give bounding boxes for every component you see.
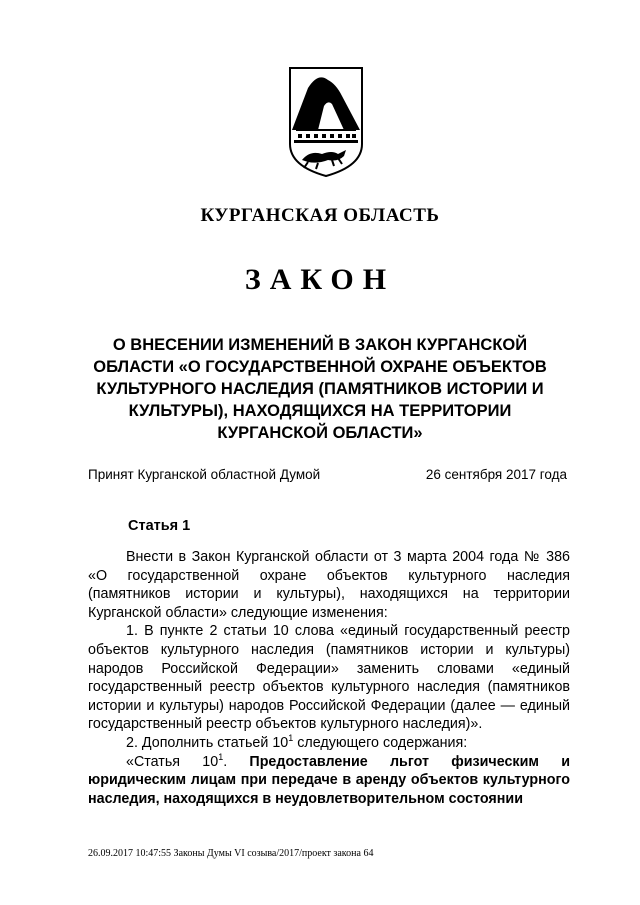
article-item-1: 1. В пункте 2 статьи 10 слова «единый государственный реестр объектов культурного наследия (памятников истории и культуры) народов Российской Федерации» заменить словами «единый государственный реестр объектов культурного наследия (памятников истории и культуры) народов Российской Федерации (далее — единый государственный реестр объектов культурного наследия)». [88,623,570,733]
new-article-dot: . [223,753,250,770]
new-article-number: «Статья 10 [126,753,219,770]
article-heading: Статья 1 [128,518,191,534]
region-name: КУРГАНСКАЯ ОБЛАСТЬ [200,205,440,226]
document-type: ЗАКОН [244,263,396,296]
item-2-text-end: следующего содержания: [293,734,468,751]
new-article-heading [88,753,570,809]
new-article-superscript: 1 [218,751,224,762]
kurgan-coat-of-arms-icon [288,66,364,178]
adopted-by: Принят Курганской областной Думой [88,467,321,482]
item-2-text: 2. Дополнить статьей 10 [126,734,289,751]
footer-stamp: 26.09.2017 10:47:55 Законы Думы VI созыва/2017/проект закона 64 [88,848,374,859]
article-intro: Внести в Закон Курганской области от 3 марта 2004 года № 386 «О государственной охране объектов культурного наследия (памятников истории и культуры), находящихся на территории Курганской области» следующие изменения: [88,549,570,621]
article-body [88,548,570,808]
item-2-superscript: 1 [288,733,294,744]
law-title: О ВНЕСЕНИИ ИЗМЕНЕНИЙ В ЗАКОН КУРГАНСКОЙ ОБЛАСТИ «О ГОСУДАРСТВЕННОЙ ОХРАНЕ ОБЪЕКТОВ КУЛЬТУРНОГО НАСЛЕДИЯ (ПАМЯТНИКОВ ИСТОРИИ И КУЛЬТУРЫ), НАХОДЯЩИХСЯ НА ТЕРРИТОРИИ КУРГАНСКОЙ ОБЛАСТИ» [93,336,547,442]
adoption-date: 26 сентября 2017 года [425,467,567,482]
article-item-2 [88,734,570,753]
new-article-title: Предоставление льгот физическим и юридическим лицам при передаче в аренду объектов культурного наследия, находящихся в неудовлетворительном состоянии [88,753,570,807]
